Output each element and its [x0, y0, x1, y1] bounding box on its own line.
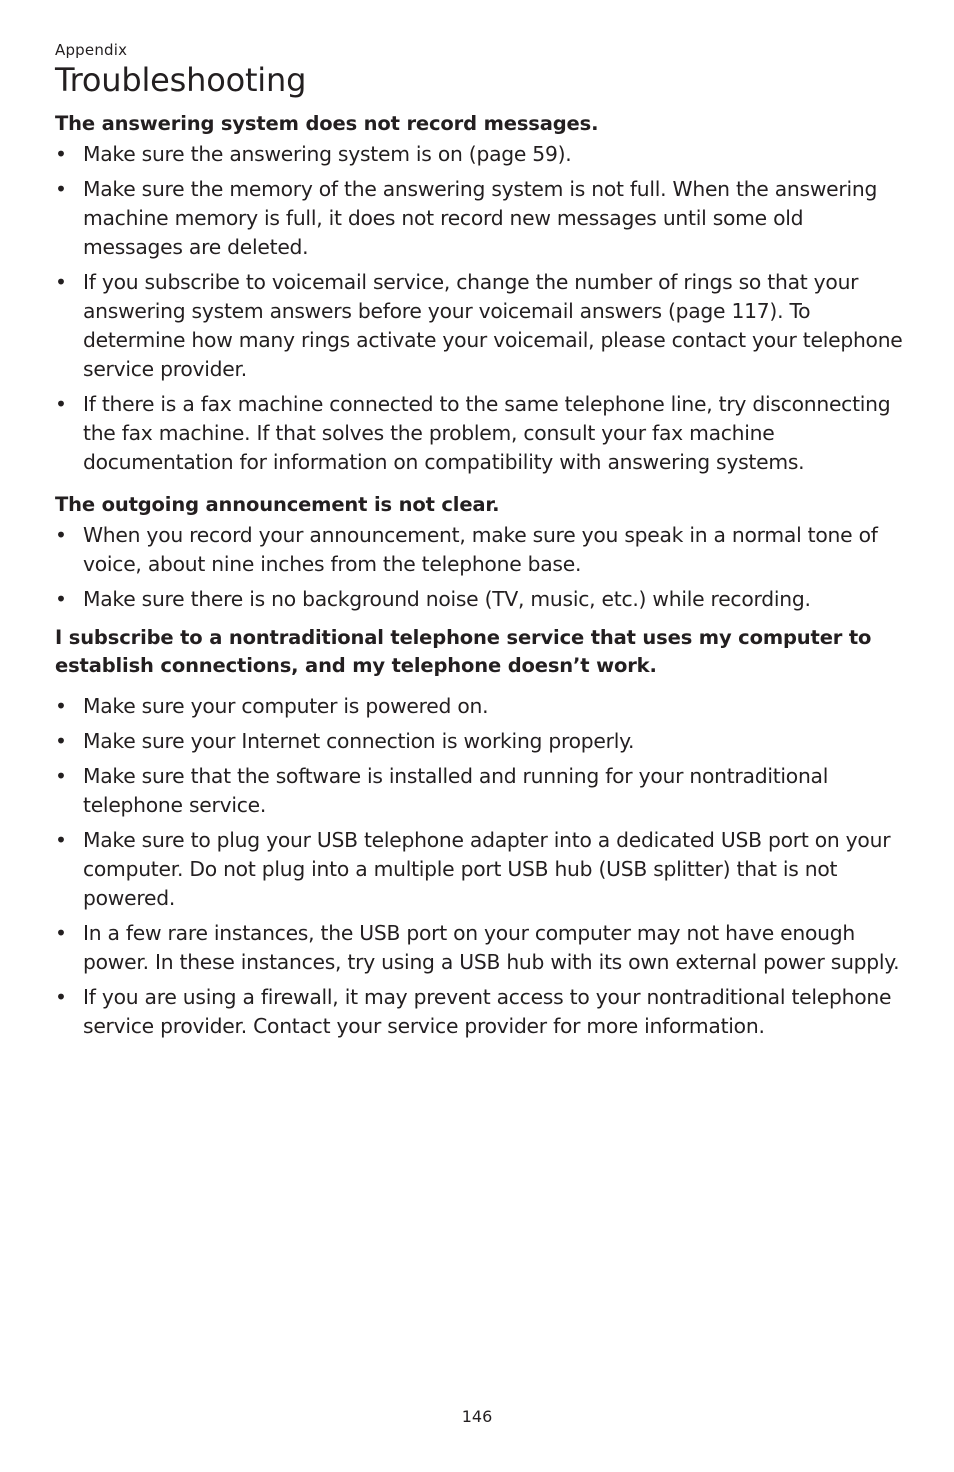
list-item-text: In a few rare instances, the USB port on your computer may not have enough power. In these instances, try using a USB hub with its own external power supply. — [83, 921, 900, 974]
list-item-text: When you record your announcement, make sure you speak in a normal tone of voice, about nine inches from the telephone base. — [83, 523, 878, 576]
section-nontraditional-service — [55, 624, 903, 1041]
list-item-text: If you are using a firewall, it may prevent access to your nontraditional telephone service provider. Contact your service provider for more information. — [83, 985, 892, 1038]
list-item-text: Make sure your Internet connection is working properly. — [83, 729, 635, 753]
section-heading: The outgoing announcement is not clear. — [55, 493, 500, 516]
bullet-icon: • — [55, 177, 67, 201]
page-title: Troubleshooting — [55, 61, 307, 99]
list-item — [55, 762, 903, 820]
list-item-text: If there is a fax machine connected to the same telephone line, try disconnecting the fax machine. If that solves the problem, consult your fax machine documentation for information on compatibility with answering systems. — [83, 392, 891, 474]
section-answering-not-recording — [55, 110, 903, 477]
bullet-icon: • — [55, 392, 67, 416]
list-item-text: Make sure there is no background noise (TV, music, etc.) while recording. — [83, 587, 811, 611]
bullet-icon: • — [55, 828, 67, 852]
page-content — [55, 40, 903, 1047]
bullet-list — [55, 140, 903, 477]
list-item-text: Make sure that the software is installed and running for your nontraditional telephone service. — [83, 764, 829, 817]
list-item — [55, 692, 903, 721]
list-item — [55, 140, 903, 169]
bullet-icon: • — [55, 270, 67, 294]
bullet-icon: • — [55, 985, 67, 1009]
list-item — [55, 919, 903, 977]
list-item — [55, 268, 903, 384]
list-item — [55, 521, 903, 579]
section-heading: The answering system does not record messages. — [55, 112, 599, 135]
bullet-icon: • — [55, 921, 67, 945]
bullet-list — [55, 521, 903, 614]
bullet-icon: • — [55, 142, 67, 166]
section-announcement-not-clear — [55, 491, 903, 614]
list-item-text: If you subscribe to voicemail service, change the number of rings so that your answering system answers before your voicemail answers (page 117). To determine how many rings activate your voicemail, please contact your telephone service provider. — [83, 270, 903, 381]
list-item-text: Make sure to plug your USB telephone adapter into a dedicated USB port on your computer. Do not plug into a multiple port USB hub (USB splitter) that is not powered. — [83, 828, 891, 910]
list-item — [55, 983, 903, 1041]
bullet-icon: • — [55, 764, 67, 788]
list-item — [55, 585, 903, 614]
page-number: 146 — [461, 1407, 493, 1426]
bullet-icon: • — [55, 587, 67, 611]
bullet-icon: • — [55, 523, 67, 547]
section-heading: I subscribe to a nontraditional telephone service that uses my computer to establish connections, and my telephone doesn’t work. — [55, 626, 872, 677]
list-item-text: Make sure the answering system is on (page 59). — [83, 142, 572, 166]
list-item — [55, 390, 903, 477]
bullet-icon: • — [55, 729, 67, 753]
bullet-icon: • — [55, 694, 67, 718]
section-label: Appendix — [55, 41, 128, 59]
bullet-list — [55, 692, 903, 1041]
list-item-text: Make sure your computer is powered on. — [83, 694, 489, 718]
list-item-text: Make sure the memory of the answering system is not full. When the answering machine memory is full, it does not record new messages until some old messages are deleted. — [83, 177, 878, 259]
list-item — [55, 826, 903, 913]
list-item — [55, 175, 903, 262]
list-item — [55, 727, 903, 756]
